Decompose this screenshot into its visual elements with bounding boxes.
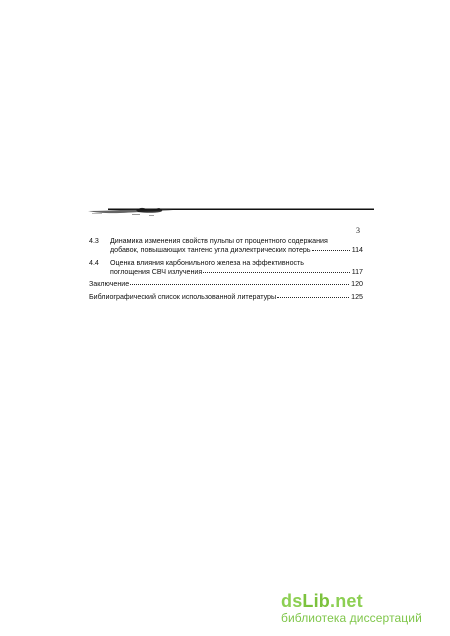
toc-entry-title-line: Оценка влияния карбонильного железа на эффективность <box>110 258 305 267</box>
dot-leader <box>203 272 349 273</box>
dot-leader <box>312 250 350 251</box>
watermark-subtitle: библиотека диссертаций <box>281 611 422 625</box>
watermark-brand-suffix: .net <box>330 591 363 611</box>
watermark-brand-lib: Lib <box>302 591 330 611</box>
toc-entry-title-last-line <box>110 268 363 277</box>
toc-entry-title-text: добавок, повышающих тангенс угла диэлектрических потерь <box>110 245 311 254</box>
toc-entry-page: 120 <box>351 280 363 289</box>
toc-entry-title-text: Заключение <box>89 280 130 289</box>
toc-entry-page: 125 <box>351 293 363 302</box>
toc-entry-title-text: поглощения СВЧ излучения <box>110 267 203 276</box>
toc-entry-line <box>89 280 363 289</box>
scan-header-rule <box>88 203 376 219</box>
dot-leader <box>130 284 349 285</box>
toc-entry-page: 117 <box>351 267 363 276</box>
toc-entry-number: 4.4 <box>89 258 99 267</box>
dslib-watermark <box>281 592 441 624</box>
watermark-brand <box>281 592 441 610</box>
toc-entry-bibliography <box>89 293 363 302</box>
dot-leader <box>277 297 349 298</box>
toc-entry-title-last-line <box>110 246 363 255</box>
toc-entry-4-3 <box>89 237 363 255</box>
page-number: 3 <box>356 226 360 235</box>
toc-entry-conclusion <box>89 280 363 289</box>
toc-entry-title-text: Библиографический список использованной литературы <box>89 293 277 302</box>
toc-entry-page: 114 <box>351 245 363 254</box>
toc-entry-4-4 <box>89 259 363 277</box>
toc-entry-title-line: Динамика изменения свойств пульпы от процентного содержания <box>110 237 328 245</box>
toc-entry-line <box>89 293 363 302</box>
toc-entry-number: 4.3 <box>89 237 99 245</box>
watermark-brand-ds: ds <box>281 591 303 611</box>
table-of-contents <box>89 237 363 302</box>
